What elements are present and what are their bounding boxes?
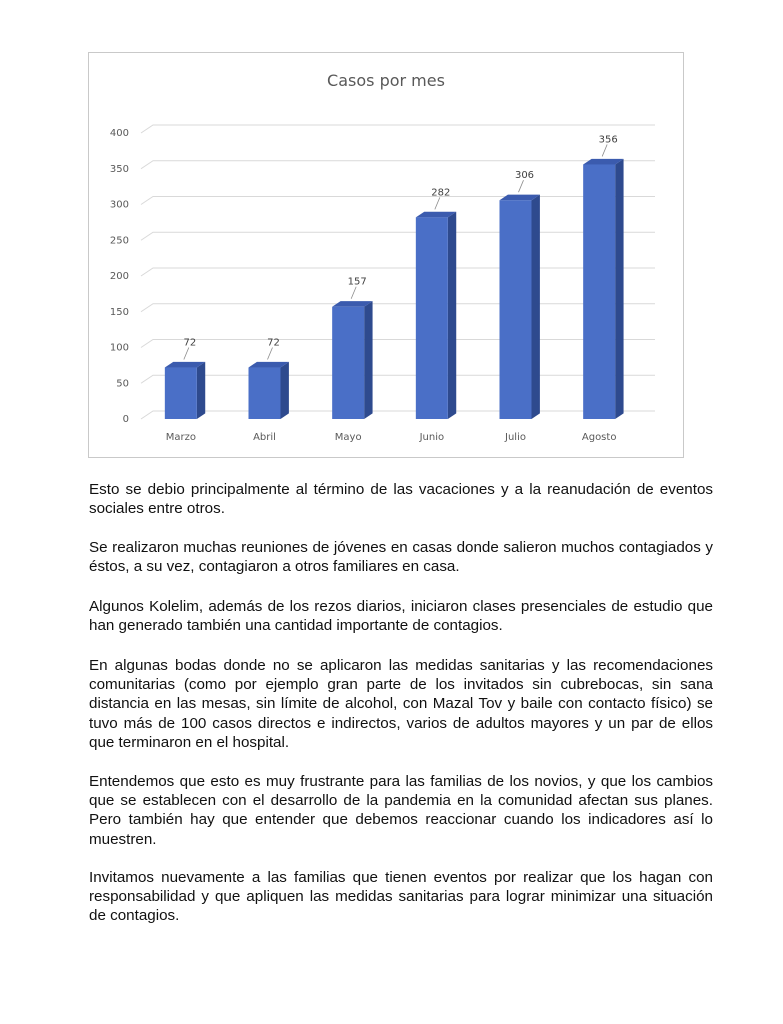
paragraph-3: Algunos Kolelim, además de los rezos diarios, iniciaron clases presenciales de estudio que han generado también una cantidad importante de contagios.	[89, 598, 713, 635]
data-label: 306	[514, 170, 535, 182]
y-tick-label: 300	[109, 199, 129, 211]
paragraph-5: Entendemos que esto es muy frustrante para las familias de los novios, y que los cambios que se establecen con el desarrollo de la pandemia en la comunidad afectan sus planes. Pero también hay que entender que debemos reaccionar cuando los indicadores así lo muestren.	[89, 773, 713, 848]
bar-chart	[89, 53, 685, 459]
chart-title: Casos por mes	[327, 71, 445, 90]
paragraph-6: Invitamos nuevamente a las familias que tienen eventos por realizar que los hagan con responsabilidad y que apliquen las medidas sanitarias para lograr minimizar una situación de contagios.	[89, 869, 713, 925]
y-tick-label: 0	[122, 414, 129, 425]
x-tick-label: Marzo	[165, 432, 196, 443]
gridline	[141, 304, 655, 312]
bar-side	[532, 195, 540, 419]
paragraph-2: Se realizaron muchas reuniones de jóvenes en casas donde salieron muchos contagiados y éstos, a su vez, contagiaron a otros familiares en casa.	[89, 539, 713, 576]
bar-side	[281, 362, 289, 419]
paragraph-4: En algunas bodas donde no se aplicaron las medidas sanitarias y las recomendaciones comunitarias (como por ejemplo gran parte de los invitados sin cubrebocas, sin sana distancia en las mesas, sin límite de alcohol, con Mazal Tov y baile con contacto físico) se tuvo más de 100 casos directos e indirectos, varios de adultos mayores y un par de ellos que terminaron en el hospital.	[89, 657, 713, 751]
data-label: 356	[598, 134, 618, 146]
gridline	[141, 411, 655, 419]
data-label: 282	[431, 187, 451, 199]
x-tick-label: Agosto	[581, 432, 617, 443]
y-tick-label: 400	[109, 128, 129, 139]
gridline	[141, 197, 655, 205]
data-label-leader	[351, 287, 356, 299]
bar-side	[615, 159, 623, 419]
x-tick-label: Junio	[419, 432, 445, 443]
y-tick-label: 200	[109, 271, 129, 282]
data-label: 72	[183, 337, 197, 349]
data-label-leader	[268, 348, 273, 360]
data-label-leader	[602, 144, 607, 156]
data-label-leader	[519, 180, 524, 192]
gridline	[141, 232, 655, 240]
bar	[583, 164, 615, 419]
y-tick-label: 150	[109, 306, 129, 318]
y-tick-label: 100	[109, 342, 129, 354]
bar	[416, 217, 448, 419]
bar	[332, 307, 364, 419]
y-tick-label: 250	[109, 235, 129, 247]
gridline	[141, 337, 655, 349]
bar-side	[448, 212, 456, 419]
gridline	[141, 161, 655, 169]
gridline	[141, 268, 655, 276]
bar-side	[197, 362, 205, 419]
data-label: 157	[347, 276, 367, 288]
gridline	[141, 375, 655, 383]
paragraph-1: Esto se debio principalmente al término de las vacaciones y a la reanudación de eventos sociales entre otros.	[89, 481, 713, 518]
bar	[500, 200, 532, 419]
chart-container	[88, 52, 684, 458]
x-tick-label: Julio	[505, 432, 526, 443]
gridline	[141, 125, 655, 133]
bar-side	[364, 301, 372, 419]
y-tick-label: 350	[109, 163, 129, 175]
y-tick-label: 50	[116, 378, 129, 390]
x-tick-label: Mayo	[334, 432, 362, 443]
x-tick-label: Abril	[253, 432, 276, 443]
bar	[249, 368, 281, 419]
bar	[165, 368, 197, 419]
data-label-leader	[184, 348, 189, 360]
data-label: 72	[267, 337, 280, 349]
data-label-leader	[435, 197, 440, 209]
